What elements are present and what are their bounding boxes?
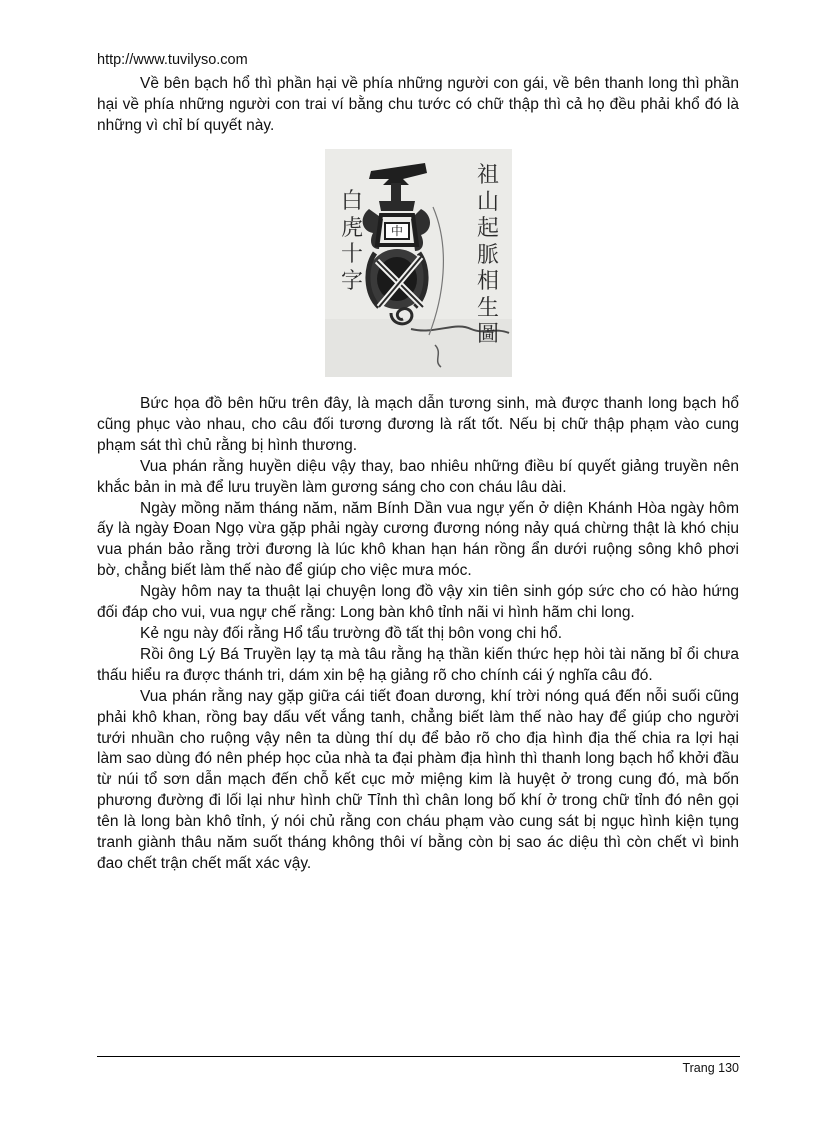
paragraph: Vua phán rằng huyền diệu vậy thay, bao nhiêu những điều bí quyết giảng truyền nên khắc bản in mà để lưu truyền làm gương sáng cho con cháu lâu dài. bbox=[97, 457, 739, 496]
caption-character: 起 bbox=[476, 216, 499, 241]
paragraph: Ngày hôm nay ta thuật lại chuyện long đồ vậy xin tiên sinh góp sức cho có hào hứng đối đáp cho vui, vua ngự chế rằng: Long bàn khô tỉnh nãi vi hình hãm chi long. bbox=[97, 583, 739, 622]
paragraph: Bức họa đồ bên hữu trên đây, là mạch dẫn tương sinh, mà được thanh long bạch hổ cũng phục vào nhau, cho câu đối tương đương là rất tốt. Nếu bị chữ thập phạm vào cung phạm sát thì chủ rằng bị hình thương. bbox=[97, 395, 739, 454]
figure-caption-left bbox=[339, 189, 365, 295]
paragraph: Về bên bạch hổ thì phần hại về phía những người con gái, về bên thanh long thì phần hại về phía những người con trai ví bằng chu tước có chữ thập thì cả họ đều phải khổ đó là những vì chỉ bí quyết này. bbox=[97, 75, 739, 134]
page-number: Trang 130 bbox=[682, 1061, 739, 1075]
site-url[interactable]: http://www.tuvilyso.com bbox=[97, 52, 248, 68]
caption-character: 字 bbox=[340, 268, 363, 294]
caption-character: 白 bbox=[340, 189, 363, 214]
caption-character: 脈 bbox=[476, 242, 499, 268]
paragraph: Ngày mồng năm tháng năm, năm Bính Dần vua ngự yến ở diện Khánh Hòa ngày hôm ấy là ngày Đoan Ngọ vừa gặp phải ngày cương đương nóng nảy quá chừng thật là khó chịu vua phán bảo rằng trời đương là lúc khô khan hạn hán rồng ẩn dưới ruộng sông khô phơi bờ, chẳng biết làm thế nào để giúp cho việc mưa móc. bbox=[97, 499, 739, 580]
caption-character: 圖 bbox=[476, 322, 499, 347]
caption-character: 十 bbox=[340, 242, 363, 267]
caption-character: 祖 bbox=[476, 163, 499, 188]
caption-character: 生 bbox=[476, 295, 499, 321]
feng-shui-illustration bbox=[325, 149, 512, 377]
caption-character: 虎 bbox=[340, 215, 363, 241]
footer-divider bbox=[97, 1056, 740, 1057]
caption-character: 山 bbox=[476, 189, 499, 215]
paragraph: Vua phán rằng nay gặp giữa cái tiết đoan dương, khí trời nóng quá đến nỗi suối cũng phải khô khan, rồng bay dấu vết vắng tanh, chẳng biết làm thế nào hay để giúp cho người tưới nhuần cho ruộng vậy nên ta dùng thí dụ để bảo rõ cho địa hình địa thế chia ra lợi hại làm sao dùng đó nên phép học của nhà ta đại phàm địa hình thì thanh long bạch hổ khởi đầu từ núi tổ sơn dẫn mạch đến chỗ kết cục mở miệng kim là huyệt ở trong cung đó, mà bốn phương đường đi lối lại như hình chữ Tỉnh thì chân long bố khí ở trong chữ tỉnh đó nên gọi tên là long bàn khô tỉnh, ý nói chủ rằng con cháu phạm vào cung sát bị ngục hình kiện tụng tranh giành thâu năm suốt tháng không thôi ví bằng còn bị sao ác diệu thì còn chết vì binh đao chết trận chết mất xác vậy. bbox=[97, 687, 739, 872]
text-block-top bbox=[97, 74, 739, 137]
paragraph: Rồi ông Lý Bá Truyền lạy tạ mà tâu rằng hạ thần kiến thức hẹp hòi tài năng bỉ ổi chưa thấu hiểu ra được thánh tri, dám xin bệ hạ giảng rõ cho chính cái ý nghĩa câu đó. bbox=[97, 645, 739, 684]
paragraph: Kẻ ngu này đối rằng Hổ tẩu trường đồ tất thị bôn vong chi hổ. bbox=[140, 624, 563, 642]
caption-character: 相 bbox=[476, 269, 499, 294]
figure-caption-right bbox=[475, 163, 501, 349]
text-block-bottom bbox=[97, 394, 739, 875]
figure-center-character: 中 bbox=[390, 224, 403, 238]
